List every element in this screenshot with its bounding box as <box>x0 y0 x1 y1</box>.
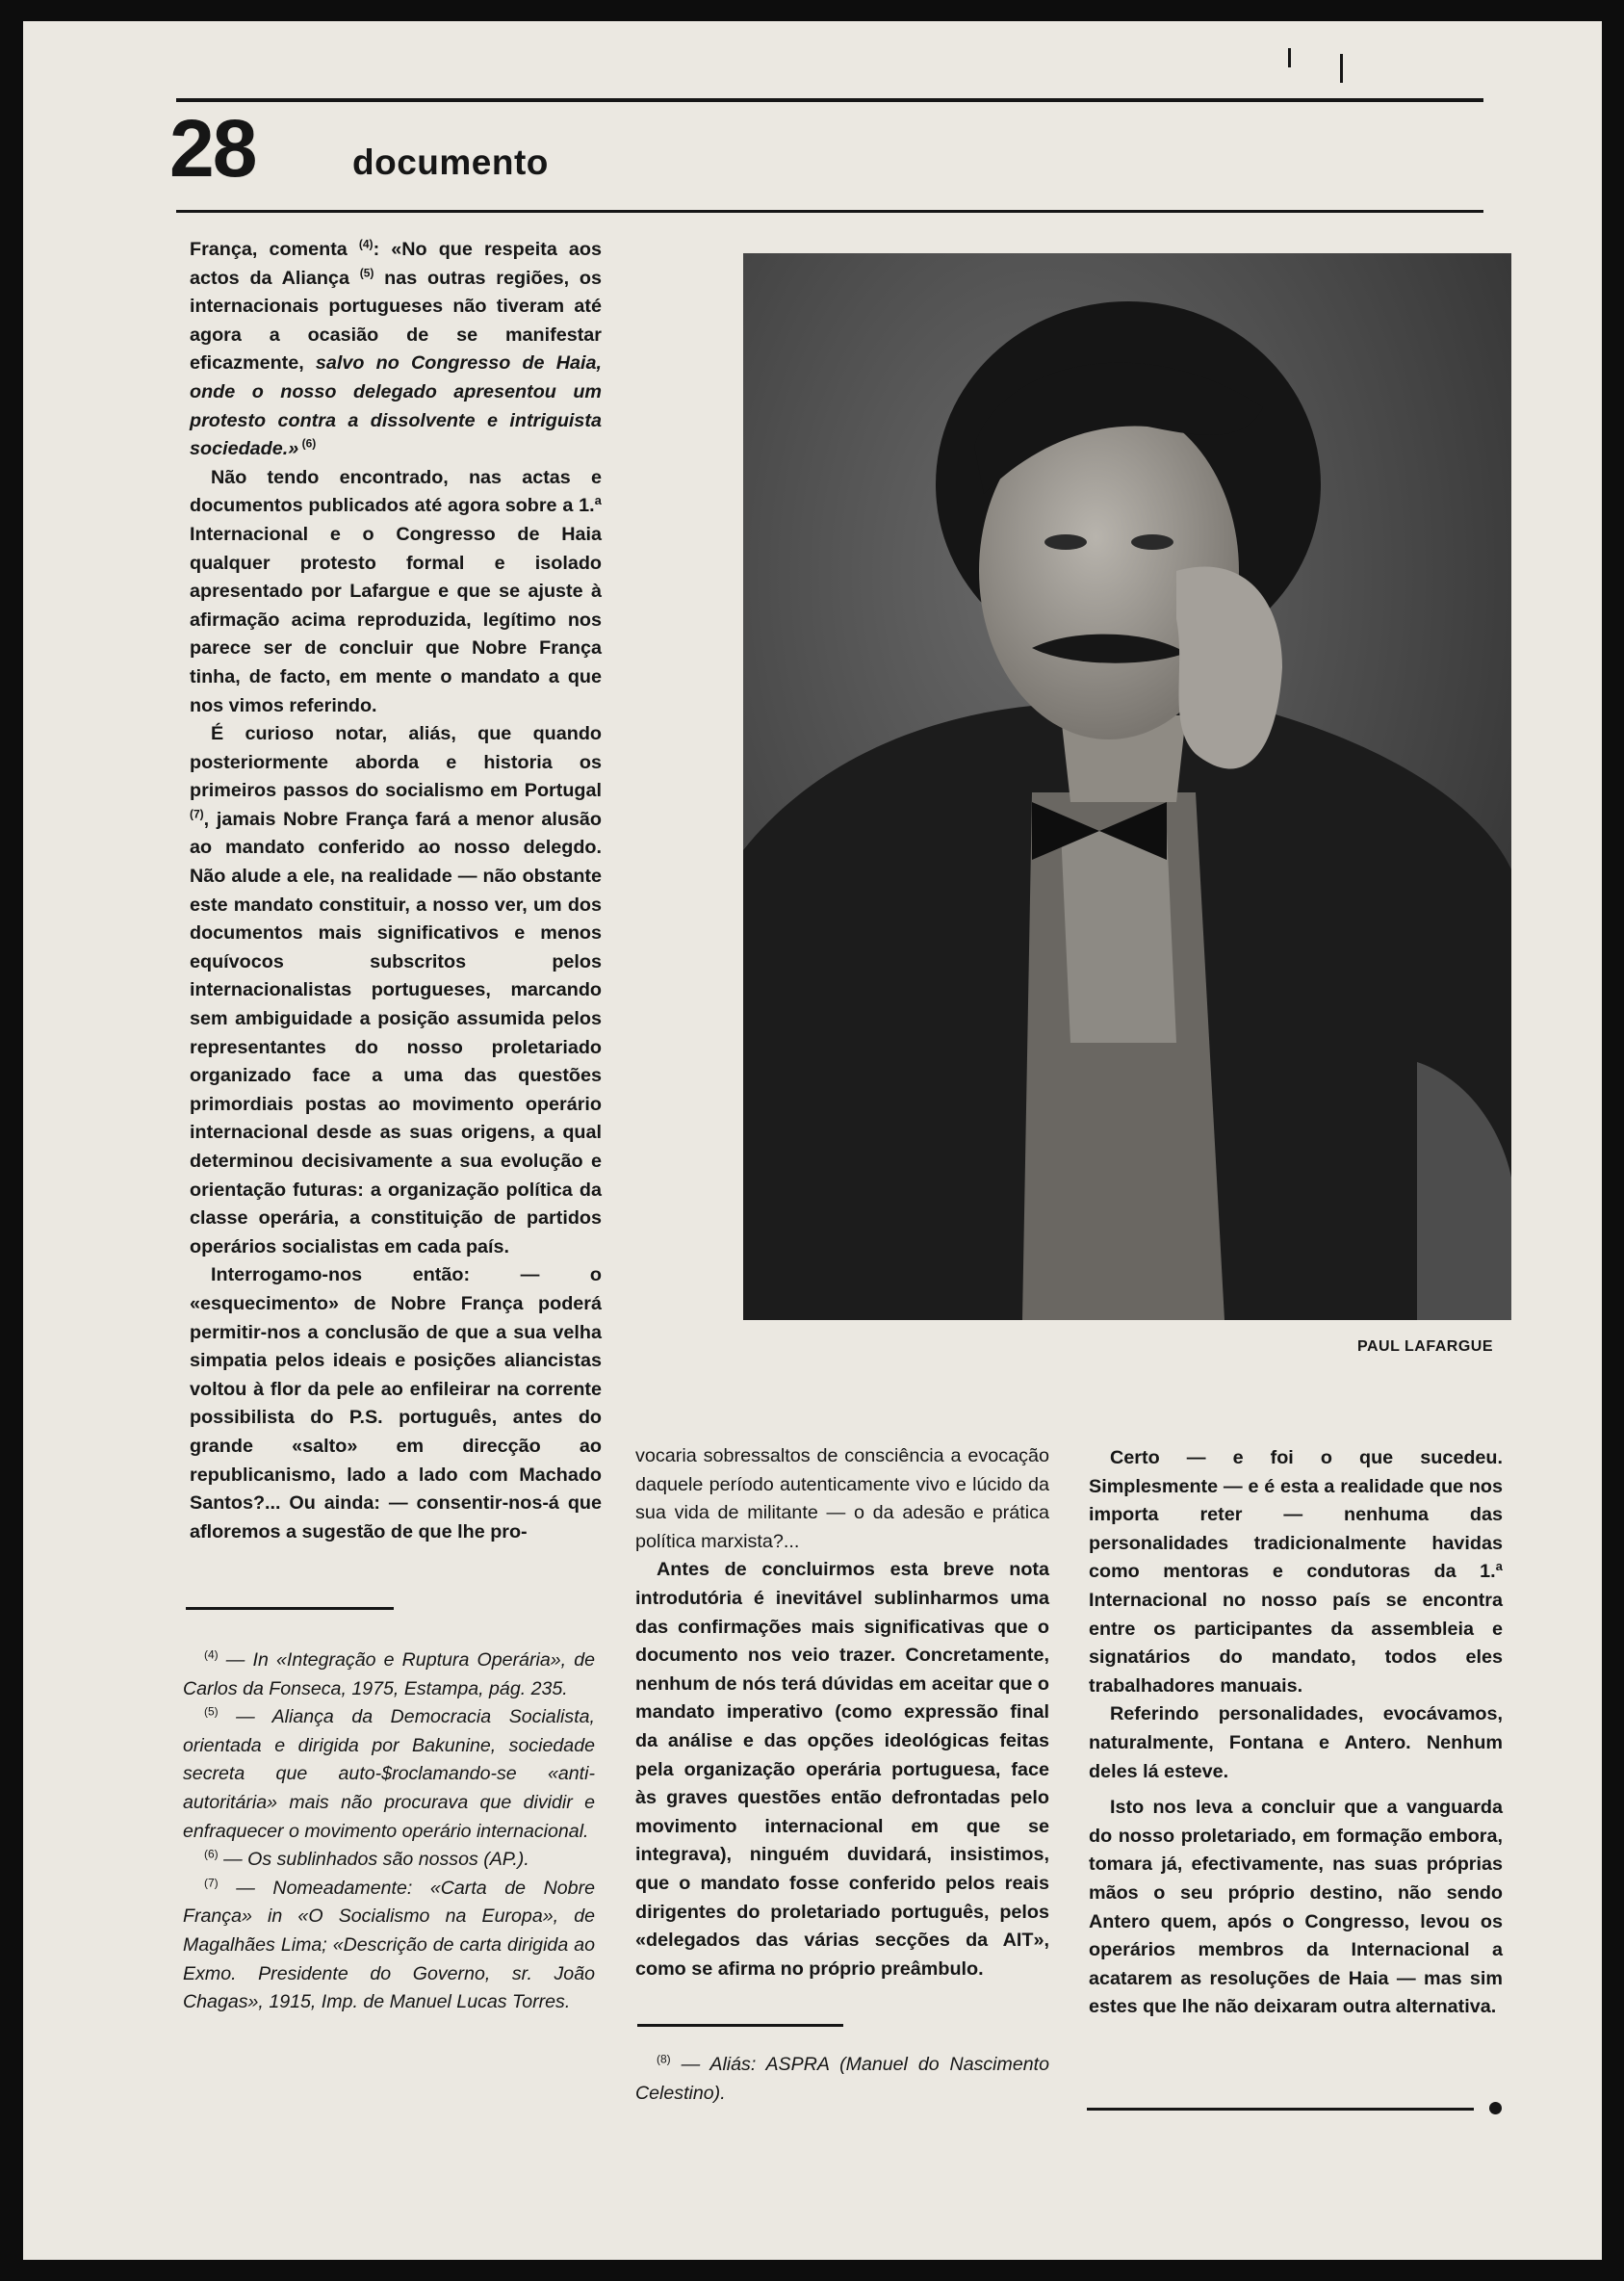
ink-mark <box>1340 54 1343 83</box>
paragraph: Não tendo encontrado, nas actas e documentos publicados até agora sobre a 1.ª Internacional e o Congresso de Haia qualquer protesto formal e isolado apresentado por Lafargue e que se ajuste à afirmação acima reproduzida, legítimo nos parece ser de concluir que Nobre França tinha, de facto, em mente o mandato a que nos vimos referindo. <box>190 466 602 716</box>
article-column-1 <box>190 236 602 1546</box>
text: França, comenta <box>190 239 359 260</box>
paragraph: Interrogamo-nos então: — o «esquecimento» de Nobre França poderá permitir-nos a conclusão de que a sua velha simpatia pelos ideais e posições aliancistas voltou à flor da pele ao enfileirar na corrente possibilista do P.S. português, antes do grande «salto» em direcção ao republicanismo, lado a lado com Machado Santos?... Ou ainda: — consentir-nos-á que afloremos a sugestão de que lhe pro- <box>190 1264 602 1542</box>
footnote-number: (8) <box>657 2052 671 2066</box>
footnote <box>183 1703 595 1846</box>
text: , jamais Nobre França fará a menor alusão ao mandato conferido ao nosso delegdo. Não alude a ele, na realidade — não obstante este mandato constituir, a nosso ver, um dos documentos mais significativos e menos equívocos subscritos pelos internacionalistas portugueses, marcando sem ambiguidade a posição assumida pelos representantes do nosso proletariado organizado face a uma das questões primordiais postas ao movimento operário internacional desde as suas origens, a qual determinou decisivamente a sua evolução e orientação futuras: a organização política da classe operária, a constituição de partidos operários socialistas em cada país. <box>190 808 602 1257</box>
footnote-ref: (5) <box>359 266 374 279</box>
footnote-ref: (7) <box>190 807 204 821</box>
paragraph: Antes de concluirmos esta breve nota introdutória é inevitável sublinharmos uma das confirmações mais significativas que o documento nos veio trazer. Concretamente, nenhum de nós terá dúvidas em aceitar que o mandato imperativo (como expressão final da análise e das opções ideológicas feitas pela organização operária portuguesa, face às graves questões então defrontadas pelo movimento internacional em que se integrava), ninguém duvidará, insistimos, que o mandato fosse conferido pelos reais dirigentes do proletariado português, pelos «delegados das várias secções da AIT», como se afirma no próprio preâmbulo. <box>635 1559 1049 1980</box>
header-top-rule <box>176 98 1483 102</box>
footnote-text: — Os sublinhados são nossos (AP.). <box>218 1849 529 1871</box>
footnotes-column-2 <box>635 2051 1049 2108</box>
paragraph: Referindo personalidades, evocávamos, naturalmente, Fontana e Antero. Nenhum deles lá esteve. <box>1089 1703 1503 1782</box>
ink-mark <box>1288 48 1291 67</box>
text: : «No que respeita aos actos da Aliança <box>190 239 602 289</box>
paragraph: Isto nos leva a concluir que a vanguarda do nosso proletariado, em formação embora, tomara já, efectivamente, nas suas próprias mãos o seu próprio destino, não sendo Antero quem, após o Congresso, levou os operários membros da Internacional a acatarem as resoluções de Haia — mas sim estes que lhe não deixaram outra alternativa. <box>1089 1797 1503 2018</box>
text: nas outras regiões, os internacionais portugueses não tiveram até agora a ocasião de se manifestar eficazmente, <box>190 267 602 375</box>
footnote <box>183 1646 595 1703</box>
article-column-2 <box>635 1442 1049 1983</box>
end-rule <box>1087 2108 1474 2111</box>
footnote-text: — In «Integração e Ruptura Operária», de Carlos da Fonseca, 1975, Estampa, pág. 235. <box>183 1649 595 1699</box>
paragraph: vocaria sobressaltos de consciência a evocação daquele período autenticamente vivo e lúcido da sua vida de militante — o da adesão e prática política marxista?... <box>635 1445 1049 1552</box>
footnote-number: (4) <box>204 1647 219 1662</box>
footnote-rule <box>637 2024 843 2027</box>
footnote-text: — Nomeadamente: «Carta de Nobre França» in «O Socialismo na Europa», de Magalhães Lima; «Descrição de carta dirigida ao Exmo. Presidente do Governo, sr. João Chagas», 1915, Imp. de Manuel Lucas Torres. <box>183 1877 595 2013</box>
italic-quote: salvo no Congresso de Haia, onde o nosso delegado apresentou um protesto contra a dissolvente e intriguista sociedade.» <box>190 352 602 460</box>
footnote-number: (7) <box>204 1876 219 1890</box>
portrait-photo <box>743 253 1511 1320</box>
footnote-number: (5) <box>204 1704 219 1719</box>
end-mark <box>1489 2102 1502 2114</box>
footnote-text: — Aliança da Democracia Socialista, orientada e dirigida por Bakunine, sociedade secreta que auto-$roclamando-se «anti-autoritária» mais não procurava que dividir e enfraquecer o movimento operário internacional. <box>183 1706 595 1842</box>
photo-caption: PAUL LAFARGUE <box>1357 1338 1494 1355</box>
text: É curioso notar, aliás, que quando posteriormente aborda e historia os primeiros passos do socialismo em Portugal <box>190 723 602 802</box>
footnote-ref: (4) <box>358 237 374 251</box>
header-bottom-rule <box>176 210 1483 213</box>
paragraph <box>190 720 602 1261</box>
footnote <box>635 2051 1049 2108</box>
footnote <box>183 1875 595 2017</box>
section-title: documento <box>352 143 549 182</box>
footnote-text: — Aliás: ASPRA (Manuel do Nascimento Celestino). <box>635 2054 1049 2104</box>
footnote <box>183 1846 595 1875</box>
portrait-illustration <box>743 253 1511 1320</box>
paragraph <box>190 236 602 464</box>
footnote-rule <box>186 1607 394 1610</box>
article-column-3 <box>1089 1444 1503 2022</box>
page-number: 28 <box>169 103 256 194</box>
paragraph: Certo — e foi o que sucedeu. Simplesmente — e é esta a realidade que nos importa reter — nenhuma das personalidades tradicionalmente havidas como mentoras e condutoras da 1.ª Internacional no nosso país se encontra entre os participantes da assembleia e signatários do mandato, todos eles trabalhadores manuais. <box>1089 1447 1503 1697</box>
footnote-ref: (6) <box>298 436 317 451</box>
footnote-number: (6) <box>204 1847 219 1861</box>
footnotes-column-1 <box>183 1646 595 2017</box>
